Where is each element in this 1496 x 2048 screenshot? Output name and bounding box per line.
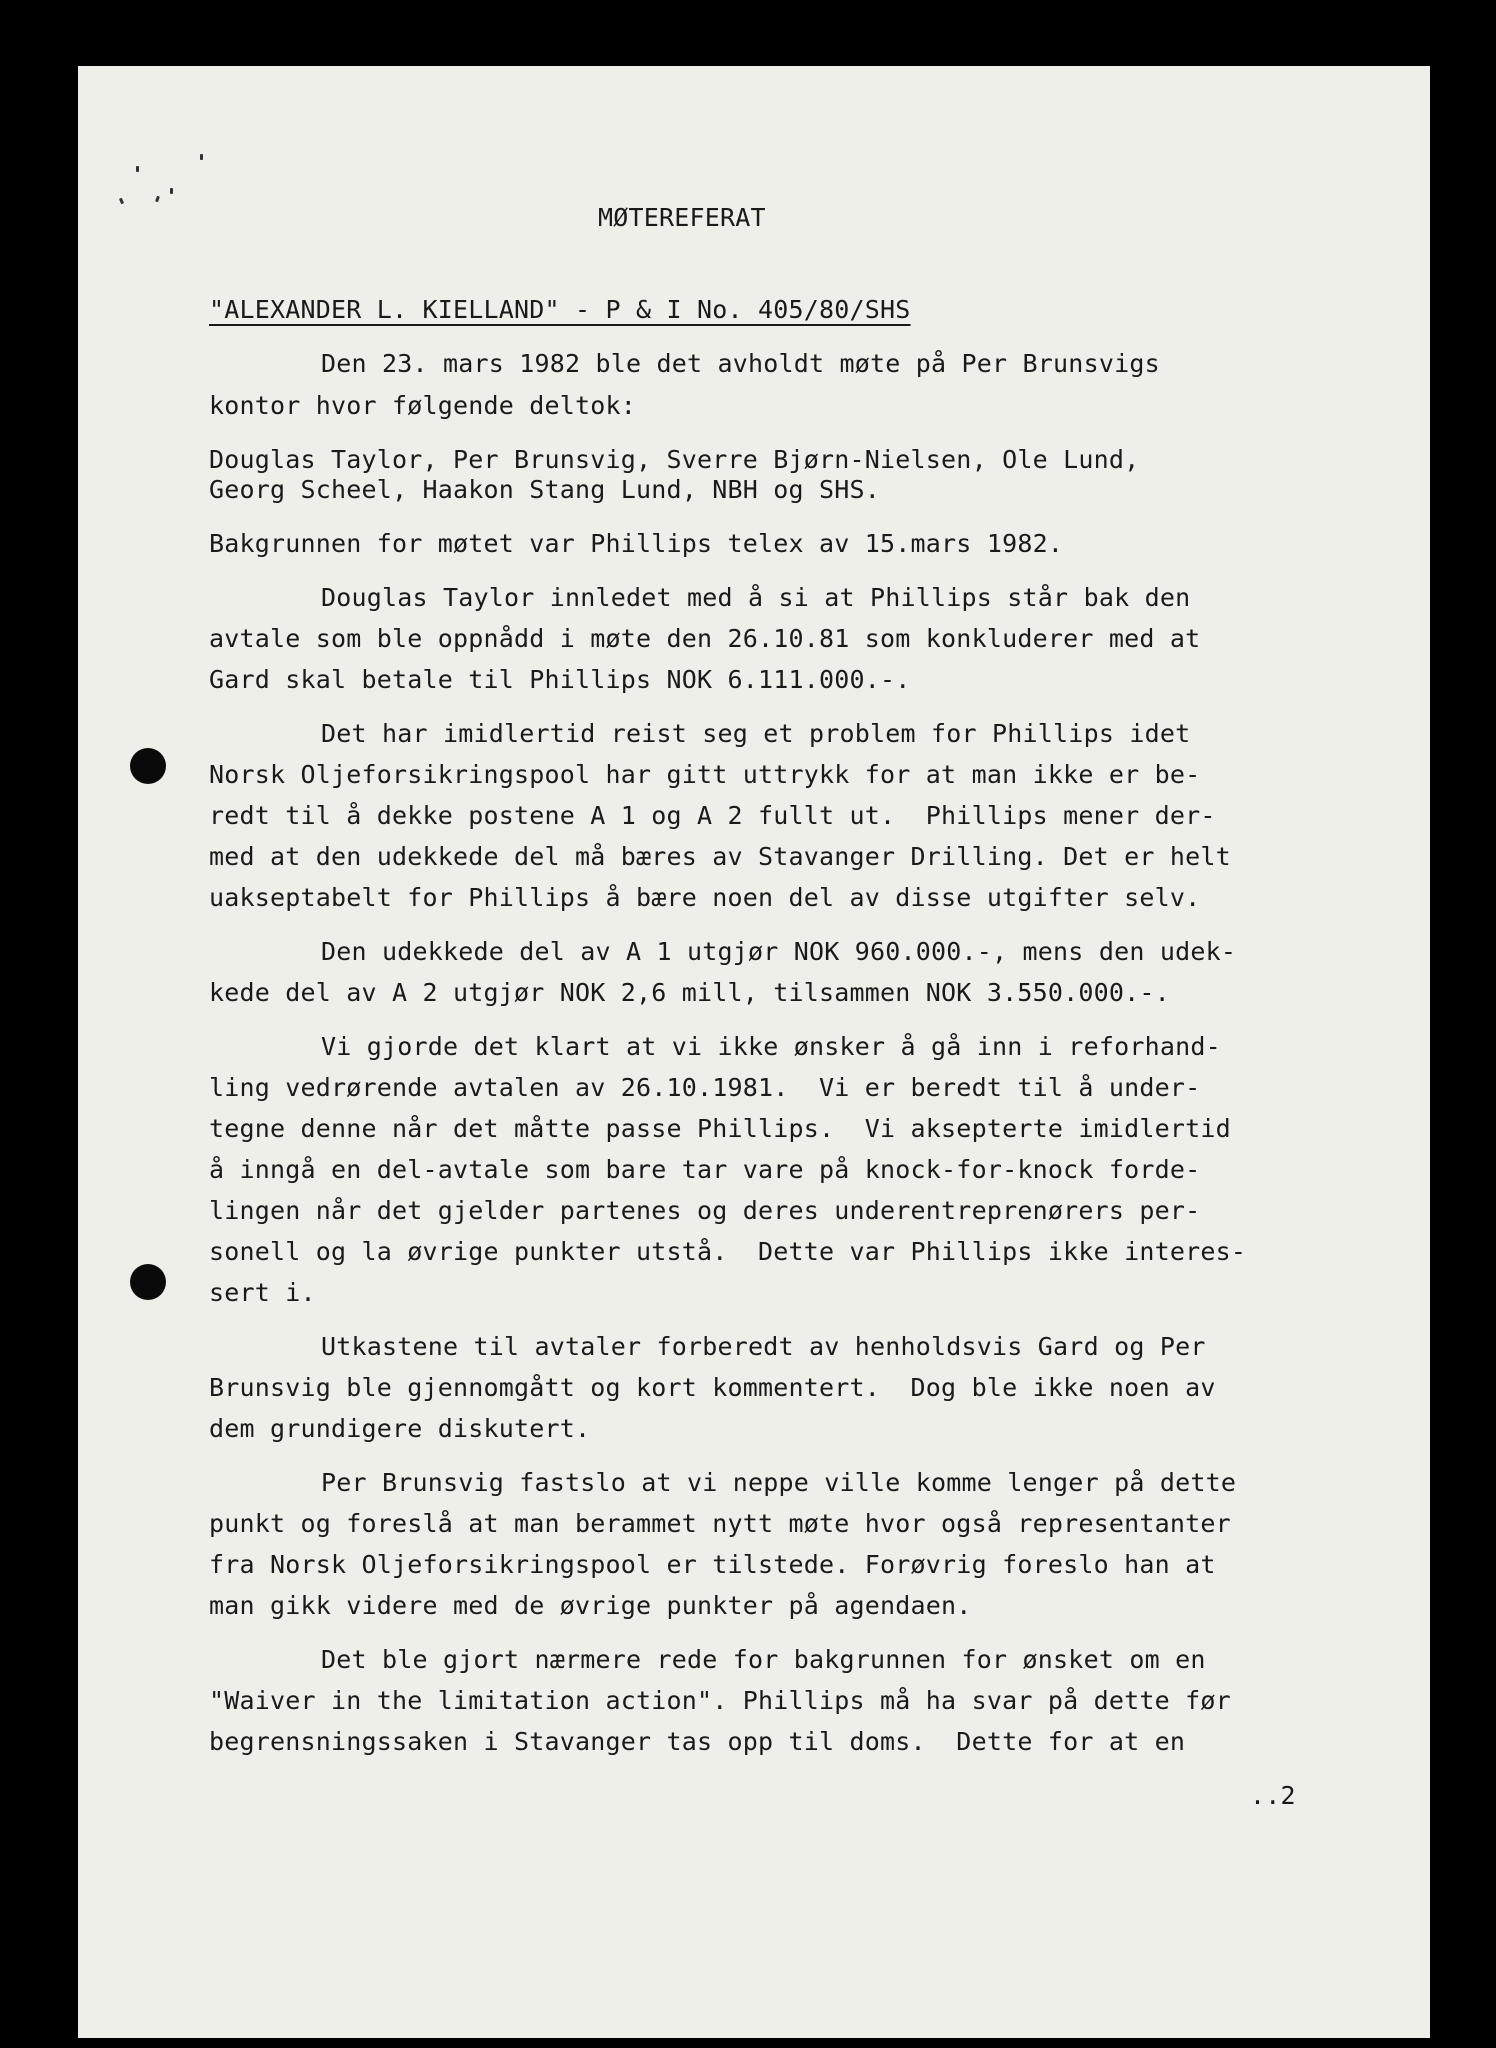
document-page xyxy=(78,66,1430,2038)
document-title: MØTEREFERAT xyxy=(598,203,766,232)
text-line: tegne denne når det måtte passe Phillips. Vi aksepterte imidlertid xyxy=(209,1114,1231,1143)
text-line: Bakgrunnen for møtet var Phillips telex av 15.mars 1982. xyxy=(209,529,1064,558)
text-line: uakseptabelt for Phillips å bære noen del av disse utgifter selv. xyxy=(209,883,1201,912)
text-line: Utkastene til avtaler forberedt av henholdsvis Gard og Per xyxy=(321,1332,1206,1361)
document-subject: "ALEXANDER L. KIELLAND" - P & I No. 405/80/SHS xyxy=(209,295,911,324)
text-line: med at den udekkede del må bæres av Stavanger Drilling. Det er helt xyxy=(209,842,1231,871)
paper-speck xyxy=(119,198,124,205)
text-line: Georg Scheel, Haakon Stang Lund, NBH og SHS. xyxy=(209,475,881,504)
text-line: Douglas Taylor innledet med å si at Phillips står bak den xyxy=(321,583,1191,612)
text-line: kede del av A 2 utgjør NOK 2,6 mill, tilsammen NOK 3.550.000.-. xyxy=(209,978,1170,1007)
text-line: Douglas Taylor, Per Brunsvig, Sverre Bjørn-Nielsen, Ole Lund, xyxy=(209,445,1140,474)
paper-speck xyxy=(170,188,173,194)
text-line: Det ble gjort nærmere rede for bakgrunnen for ønsket om en xyxy=(321,1645,1206,1674)
text-line: sert i. xyxy=(209,1278,316,1307)
text-line: sonell og la øvrige punkter utstå. Dette var Phillips ikke interes- xyxy=(209,1237,1247,1266)
text-line: Den 23. mars 1982 ble det avholdt møte på Per Brunsvigs xyxy=(321,349,1160,378)
text-line: Det har imidlertid reist seg et problem for Phillips idet xyxy=(321,719,1191,748)
text-line: lingen når det gjelder partenes og deres underentreprenørers per- xyxy=(209,1196,1201,1225)
text-line: fra Norsk Oljeforsikringspool er tilstede. Forøvrig foreslo han at xyxy=(209,1550,1216,1579)
text-line: Vi gjorde det klart at vi ikke ønsker å gå inn i reforhand- xyxy=(321,1032,1221,1061)
text-line: å inngå en del-avtale som bare tar vare på knock-for-knock forde- xyxy=(209,1155,1201,1184)
text-line: "Waiver in the limitation action". Phillips må ha svar på dette før xyxy=(209,1686,1231,1715)
text-line: begrensningssaken i Stavanger tas opp til doms. Dette for at en xyxy=(209,1727,1186,1756)
punch-hole-top xyxy=(130,748,166,784)
text-line: redt til å dekke postene A 1 og A 2 fullt ut. Phillips mener der- xyxy=(209,801,1216,830)
paper-speck xyxy=(136,166,139,172)
paper-speck xyxy=(200,154,203,160)
text-line: Norsk Oljeforsikringspool har gitt uttrykk for at man ikke er be- xyxy=(209,760,1201,789)
text-line: punkt og foreslå at man berammet nytt møte hvor også representanter xyxy=(209,1509,1231,1538)
punch-hole-bottom xyxy=(130,1264,166,1300)
text-line: Brunsvig ble gjennomgått og kort kommentert. Dog ble ikke noen av xyxy=(209,1373,1216,1402)
text-line: kontor hvor følgende deltok: xyxy=(209,391,637,420)
text-line: dem grundigere diskutert. xyxy=(209,1414,591,1443)
text-line: Gard skal betale til Phillips NOK 6.111.000.-. xyxy=(209,665,911,694)
text-line: Den udekkede del av A 1 utgjør NOK 960.000.-, mens den udek- xyxy=(321,937,1237,966)
text-line: avtale som ble oppnådd i møte den 26.10.81 som konkluderer med at xyxy=(209,624,1201,653)
text-line: man gikk videre med de øvrige punkter på agendaen. xyxy=(209,1591,972,1620)
paper-speck xyxy=(155,196,160,203)
page-number: ..2 xyxy=(1250,1781,1296,1810)
text-line: Per Brunsvig fastslo at vi neppe ville komme lenger på dette xyxy=(321,1468,1237,1497)
text-line: ling vedrørende avtalen av 26.10.1981. Vi er beredt til å under- xyxy=(209,1073,1201,1102)
